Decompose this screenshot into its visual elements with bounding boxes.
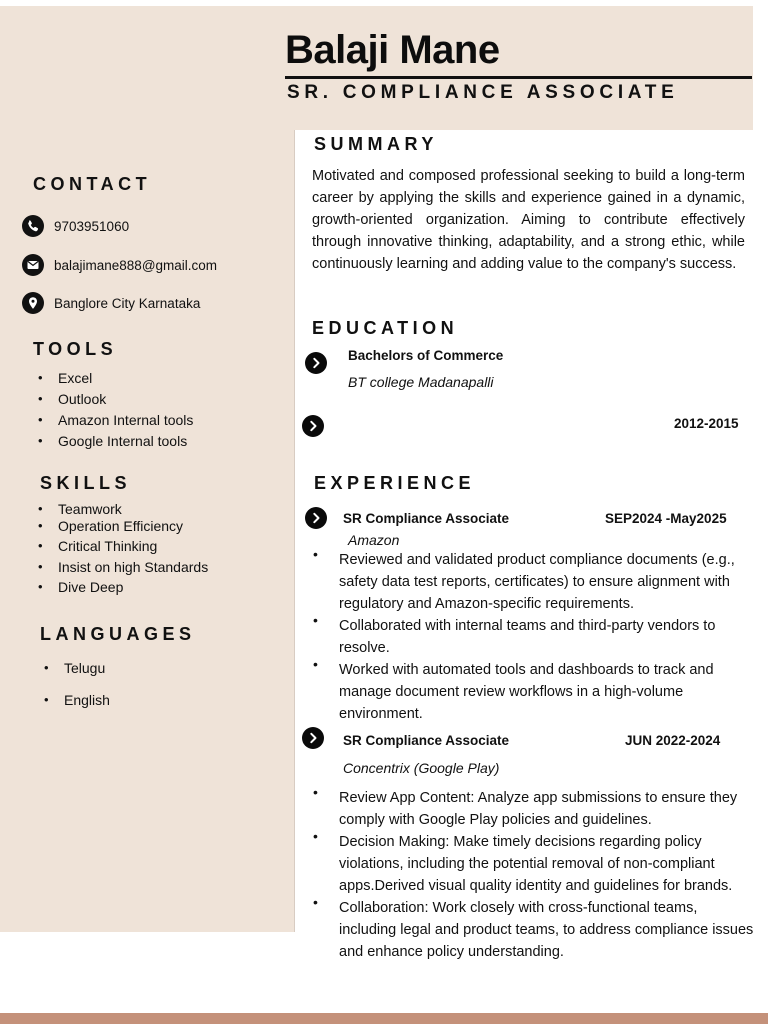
job-dates: JUN 2022-2024 [625,733,721,748]
column-divider [294,130,295,932]
email-icon [22,254,44,276]
list-item: • Collaborated with internal teams and third-party vendors to resolve. [313,612,716,656]
job-role: SR Compliance Associate [343,733,510,748]
phone-number: 9703951060 [54,218,130,234]
list-item: • Telugu [64,660,105,676]
list-item: • Operation Efficiency [58,518,183,534]
degree-name: Bachelors of Commerce [348,348,504,363]
list-item: • Critical Thinking [58,538,157,554]
list-item: • Insist on high Standards [58,559,208,575]
contact-heading: CONTACT [33,174,152,194]
education-heading: EDUCATION [312,318,459,338]
list-item: • Dive Deep [58,579,123,595]
list-item: • Review App Content: Analyze app submissions to ensure they comply with Google Play policies and guidelines. [313,784,738,828]
phone-icon [22,215,44,237]
email-address: balajimane888@gmail.com [54,257,218,273]
job-bullets [313,784,754,963]
contact-email [22,254,217,276]
chevron-right-icon [305,352,327,374]
tools-heading: TOOLS [33,339,118,359]
list-item: • Teamwork [58,501,122,517]
chevron-right-icon [302,727,324,749]
skills-heading: SKILLS [40,473,132,493]
list-item: • Reviewed and validated product compliance documents (e.g., safety data test reports, certificates) to ensure alignment with regulatory and Amazon-specific requirements. [313,546,735,612]
contact-location [22,292,200,314]
languages-heading: LANGUAGES [40,624,196,644]
contact-phone [22,215,129,237]
experience-heading: EXPERIENCE [314,473,476,493]
list-item: • Google Internal tools [58,433,187,449]
job-bullets [313,546,754,725]
list-item: • Outlook [58,391,106,407]
list-item: • English [64,692,110,708]
summary-heading: SUMMARY [314,134,438,154]
school-name: BT college Madanapalli [348,374,494,390]
location-text: Banglore City Karnataka [54,295,201,311]
chevron-right-icon [305,507,327,529]
list-item: • Excel [58,370,92,386]
education-years: 2012-2015 [674,416,739,431]
name-underline [285,76,752,79]
list-item: • Amazon Internal tools [58,412,193,428]
job-role: SR Compliance Associate [343,511,510,526]
job-company: Amazon [348,532,400,548]
list-item: • Decision Making: Make timely decisions regarding policy violations, including the potential removal of non-compliant apps.Derived visual quality identity and guidelines for brands. [313,828,733,894]
job-dates: SEP2024 -May2025 [605,511,727,526]
job-company: Concentrix (Google Play) [343,760,500,776]
location-pin-icon [22,292,44,314]
chevron-right-icon [302,415,324,437]
candidate-title: SR. COMPLIANCE ASSOCIATE [287,82,679,103]
candidate-name: Balaji Mane [285,28,500,72]
footer-bar [0,1013,768,1024]
summary-text: Motivated and composed professional seeking to build a long-term career by applying the skills and experience gained in a dynamic, growth-oriented organization. Aiming to contribute effectively through innovative thinking, adaptability, and a strong ethic, while continuously learning and adding value to the company's success. [312,168,745,272]
list-item: • Worked with automated tools and dashboards to track and manage document review workflows in a high-volume environment. [313,656,714,722]
list-item: • Collaboration: Work closely with cross-functional teams, including legal and product teams, to address compliance issues and enhance policy understanding. [313,894,754,960]
